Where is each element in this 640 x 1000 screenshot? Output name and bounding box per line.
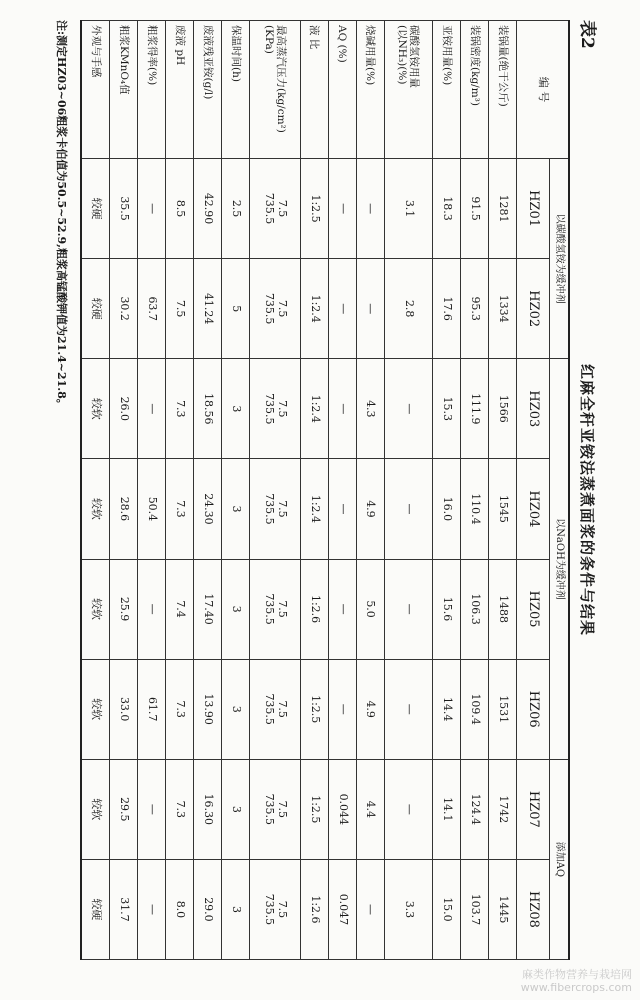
table-title: 红麻全秆亚铵法蒸煮面浆的条件与结果 bbox=[578, 363, 596, 636]
table-cell: 1:2.6 bbox=[300, 559, 328, 659]
row-label: 废液残亚铵(g/l) bbox=[194, 21, 222, 159]
table-cell: 13.90 bbox=[194, 659, 222, 759]
table-cell: 较软 bbox=[81, 759, 110, 859]
table-cell: — bbox=[356, 159, 384, 259]
table-cell: — bbox=[328, 559, 356, 659]
table-cell: 7.5 735.5 bbox=[250, 459, 301, 559]
table-cell: 1:2.5 bbox=[300, 159, 328, 259]
table-cell: — bbox=[384, 459, 432, 559]
row-label: 装锅密度(kg/m³) bbox=[461, 21, 489, 159]
table-cell: 28.6 bbox=[110, 459, 138, 559]
table-label: 表2 bbox=[577, 20, 597, 49]
table-row bbox=[110, 21, 138, 960]
table-cell: — bbox=[384, 359, 432, 459]
table-row bbox=[328, 21, 356, 960]
table-cell: 103.7 bbox=[461, 859, 489, 959]
table-cell: 1445 bbox=[489, 859, 517, 959]
table-cell: 0.047 bbox=[328, 859, 356, 959]
column-code: HZ06 bbox=[517, 659, 550, 759]
table-cell: 3 bbox=[222, 559, 250, 659]
row-label: 最高蒸汽压力(kg/cm²) (KPa) bbox=[250, 21, 301, 159]
column-code: HZ04 bbox=[517, 459, 550, 559]
table-cell: 较硬 bbox=[81, 859, 110, 959]
table-cell: — bbox=[356, 859, 384, 959]
table-cell: 18.56 bbox=[194, 359, 222, 459]
table-cell: 7.5 bbox=[166, 259, 194, 359]
column-code: HZ05 bbox=[517, 559, 550, 659]
column-code: HZ07 bbox=[517, 759, 550, 859]
column-code: HZ03 bbox=[517, 359, 550, 459]
table-row bbox=[300, 21, 328, 960]
table-cell: 1:2.5 bbox=[300, 659, 328, 759]
table-cell: 30.2 bbox=[110, 259, 138, 359]
table-cell: 14.1 bbox=[433, 759, 461, 859]
table-cell: 3 bbox=[222, 759, 250, 859]
table-cell: 15.0 bbox=[433, 859, 461, 959]
table-cell: 7.5 735.5 bbox=[250, 759, 301, 859]
row-label: 粗浆KMnO₄值 bbox=[110, 21, 138, 159]
row-label: 保温时间(h) bbox=[222, 21, 250, 159]
row-label: AQ (%) bbox=[328, 21, 356, 159]
table-cell: 1:2.5 bbox=[300, 759, 328, 859]
table-cell: — bbox=[328, 259, 356, 359]
table-cell: 110.4 bbox=[461, 459, 489, 559]
table-cell: 4.3 bbox=[356, 359, 384, 459]
table-body bbox=[81, 21, 517, 960]
table-cell: 7.5 735.5 bbox=[250, 859, 301, 959]
table-cell: 26.0 bbox=[110, 359, 138, 459]
table-cell: 较硬 bbox=[81, 259, 110, 359]
table-cell: 16.30 bbox=[194, 759, 222, 859]
table-cell: 4.4 bbox=[356, 759, 384, 859]
row-label: 烧碱用量(%) bbox=[356, 21, 384, 159]
group-header-bicarbonate: 以碳酸氢铵为缓冲剂 bbox=[550, 159, 570, 359]
table-cell: 18.3 bbox=[433, 159, 461, 259]
table-cell: 91.5 bbox=[461, 159, 489, 259]
table-cell: 1488 bbox=[489, 559, 517, 659]
row-label: 碳酸氢铵用量 (以NH₃)(%) bbox=[384, 21, 432, 159]
table-cell: 106.3 bbox=[461, 559, 489, 659]
table-cell: — bbox=[138, 359, 166, 459]
row-label: 粗浆得率(%) bbox=[138, 21, 166, 159]
table-cell: 1:2.4 bbox=[300, 459, 328, 559]
table-cell: 42.90 bbox=[194, 159, 222, 259]
table-cell: 17.40 bbox=[194, 559, 222, 659]
table-row bbox=[250, 21, 301, 960]
table-cell: 4.9 bbox=[356, 659, 384, 759]
table-cell: 3.1 bbox=[384, 159, 432, 259]
table-cell: 1:2.4 bbox=[300, 259, 328, 359]
watermark-line: 麻类作物营养与栽培网 bbox=[522, 967, 632, 981]
table-cell: 109.4 bbox=[461, 659, 489, 759]
table-cell: 7.5 735.5 bbox=[250, 259, 301, 359]
table-cell: 8.5 bbox=[166, 159, 194, 259]
table-cell: 1281 bbox=[489, 159, 517, 259]
table-cell: 1:2.4 bbox=[300, 359, 328, 459]
table-cell: 3 bbox=[222, 459, 250, 559]
table-cell: 95.3 bbox=[461, 259, 489, 359]
table-row bbox=[461, 21, 489, 960]
table-cell: 7.5 735.5 bbox=[250, 159, 301, 259]
table-cell: 3 bbox=[222, 659, 250, 759]
row-label: 废液 pH bbox=[166, 21, 194, 159]
row-label: 液 比 bbox=[300, 21, 328, 159]
table-cell: 7.3 bbox=[166, 359, 194, 459]
table-cell: — bbox=[328, 359, 356, 459]
table-cell: 1545 bbox=[489, 459, 517, 559]
table-row bbox=[222, 21, 250, 960]
table-cell: 41.24 bbox=[194, 259, 222, 359]
table-cell: — bbox=[138, 859, 166, 959]
table-cell: 4.9 bbox=[356, 459, 384, 559]
table-cell: 50.4 bbox=[138, 459, 166, 559]
table-cell: 1531 bbox=[489, 659, 517, 759]
row-label: 装锅量(绝干公斤) bbox=[489, 21, 517, 159]
table-row bbox=[166, 21, 194, 960]
data-table bbox=[80, 20, 570, 960]
table-cell: 16.0 bbox=[433, 459, 461, 559]
table-cell: 17.6 bbox=[433, 259, 461, 359]
table-row bbox=[433, 21, 461, 960]
table-cell: — bbox=[328, 659, 356, 759]
table-cell: 24.30 bbox=[194, 459, 222, 559]
column-code: HZ02 bbox=[517, 259, 550, 359]
row-label: 外观与手感 bbox=[81, 21, 110, 159]
table-cell: 111.9 bbox=[461, 359, 489, 459]
table-row bbox=[489, 21, 517, 960]
table-cell: 8.0 bbox=[166, 859, 194, 959]
table-cell: 14.4 bbox=[433, 659, 461, 759]
watermark-url: www.fibercrops.com bbox=[520, 980, 632, 994]
column-code: HZ08 bbox=[517, 859, 550, 959]
table-cell: 较软 bbox=[81, 459, 110, 559]
table-row bbox=[356, 21, 384, 960]
table-cell: 5.0 bbox=[356, 559, 384, 659]
table-cell: — bbox=[384, 659, 432, 759]
table-cell: — bbox=[384, 759, 432, 859]
rotated-table-sheet bbox=[40, 20, 600, 980]
table-cell: 35.5 bbox=[110, 159, 138, 259]
table-cell: 33.0 bbox=[110, 659, 138, 759]
table-cell: 7.3 bbox=[166, 659, 194, 759]
table-cell: 1742 bbox=[489, 759, 517, 859]
table-cell: — bbox=[384, 559, 432, 659]
table-cell: — bbox=[328, 459, 356, 559]
table-cell: 1:2.6 bbox=[300, 859, 328, 959]
group-header-aq: 添加AQ bbox=[550, 759, 570, 959]
table-cell: 较软 bbox=[81, 659, 110, 759]
table-cell: 0.044 bbox=[328, 759, 356, 859]
table-cell: 7.4 bbox=[166, 559, 194, 659]
table-cell: 29.0 bbox=[194, 859, 222, 959]
table-cell: 7.5 735.5 bbox=[250, 359, 301, 459]
row-label: 亚铵用量(%) bbox=[433, 21, 461, 159]
table-cell: 2.8 bbox=[384, 259, 432, 359]
table-cell: 7.5 735.5 bbox=[250, 559, 301, 659]
table-cell: 31.7 bbox=[110, 859, 138, 959]
header-item-cell: 编 号 bbox=[517, 21, 570, 159]
table-cell: 7.3 bbox=[166, 459, 194, 559]
table-row bbox=[384, 21, 432, 960]
table-cell: 较软 bbox=[81, 359, 110, 459]
table-cell: 7.3 bbox=[166, 759, 194, 859]
table-cell: — bbox=[328, 159, 356, 259]
column-code: HZ01 bbox=[517, 159, 550, 259]
table-cell: 63.7 bbox=[138, 259, 166, 359]
table-cell: 5 bbox=[222, 259, 250, 359]
table-row bbox=[138, 21, 166, 960]
table-cell: 较硬 bbox=[81, 159, 110, 259]
table-cell: 15.6 bbox=[433, 559, 461, 659]
table-cell: 61.7 bbox=[138, 659, 166, 759]
table-cell: 3 bbox=[222, 359, 250, 459]
table-cell: 3 bbox=[222, 859, 250, 959]
group-header-naoh: 以NaOH为缓冲剂 bbox=[550, 359, 570, 760]
table-cell: 7.5 735.5 bbox=[250, 659, 301, 759]
table-cell: — bbox=[138, 559, 166, 659]
table-cell: 1566 bbox=[489, 359, 517, 459]
table-row bbox=[81, 21, 110, 960]
table-cell: 较软 bbox=[81, 559, 110, 659]
table-row bbox=[194, 21, 222, 960]
table-cell: — bbox=[356, 259, 384, 359]
table-cell: 15.3 bbox=[433, 359, 461, 459]
table-cell: 25.9 bbox=[110, 559, 138, 659]
table-cell: 2.5 bbox=[222, 159, 250, 259]
site-watermark bbox=[521, 968, 632, 994]
table-cell: 124.4 bbox=[461, 759, 489, 859]
table-note: 注:测定HZ03~06粗浆卡伯值为50.5~52.9,粗浆高锰酸钾值为21.4~21.8。 bbox=[55, 20, 68, 410]
table-cell: — bbox=[138, 759, 166, 859]
table-cell: 1334 bbox=[489, 259, 517, 359]
table-cell: — bbox=[138, 159, 166, 259]
table-cell: 3.3 bbox=[384, 859, 432, 959]
table-cell: 29.5 bbox=[110, 759, 138, 859]
